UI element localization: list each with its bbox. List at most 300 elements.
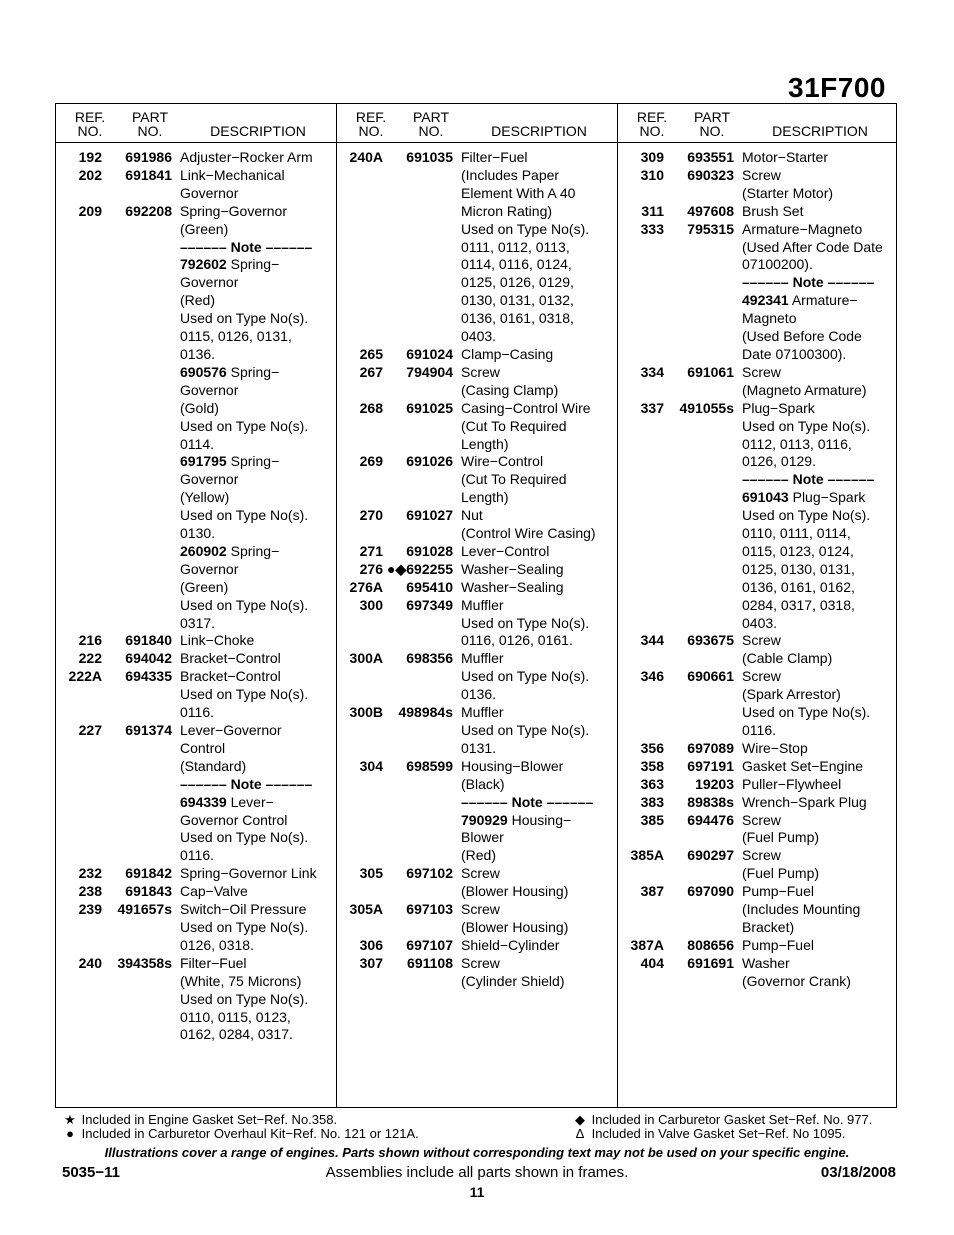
part-description xyxy=(180,632,336,650)
alternate-part-line: 790929 Housing− xyxy=(461,811,572,828)
description-line: Used on Type No(s). xyxy=(180,417,309,434)
parts-rows xyxy=(56,149,336,1044)
description-line: Casing−Control Wire xyxy=(461,399,591,416)
part-description xyxy=(180,668,336,722)
description-line: Muffler xyxy=(461,650,504,667)
description-line: Link−Mechanical xyxy=(180,166,285,183)
ref-number: 363 xyxy=(640,775,664,792)
description-line: Washer xyxy=(742,954,790,971)
part-description xyxy=(742,794,898,812)
part-description xyxy=(180,167,336,203)
description-line: Used on Type No(s). xyxy=(461,722,590,738)
description-line: Length) xyxy=(461,489,509,506)
description-line: Nut xyxy=(461,507,483,524)
part-number: 691027 xyxy=(406,507,453,524)
description-line: (Green) xyxy=(180,578,229,595)
table-row xyxy=(56,955,336,1045)
description-line: (Blower Housing) xyxy=(461,883,569,900)
part-description xyxy=(461,507,617,543)
part-description xyxy=(461,453,617,507)
table-row xyxy=(56,167,336,203)
parts-column-2 xyxy=(337,104,617,1107)
part-number: 697103 xyxy=(406,901,453,918)
description-line: Bracket) xyxy=(742,918,795,935)
ref-number: 310 xyxy=(640,166,664,183)
table-row xyxy=(618,167,898,203)
part-description xyxy=(742,812,898,848)
parts-column-3 xyxy=(618,104,898,1107)
description-line: 0126, 0318. xyxy=(180,936,254,953)
table-row xyxy=(337,561,617,579)
part-description xyxy=(461,758,617,865)
description-line: Link−Choke xyxy=(180,632,255,649)
part-description xyxy=(742,203,898,221)
description-line: Used on Type No(s). xyxy=(180,918,309,935)
description-line: Screw xyxy=(742,363,781,380)
description-line: Screw xyxy=(461,901,500,918)
description-line: Governor xyxy=(180,184,239,201)
ref-number: 227 xyxy=(78,722,102,738)
description-line: (Used After Code Date xyxy=(742,238,883,255)
description-line: (Cut To Required xyxy=(461,471,567,488)
part-number: 690323 xyxy=(687,166,734,183)
description-line: Spring−Governor Link xyxy=(180,865,317,882)
description-line: Governor Control xyxy=(180,811,288,828)
table-row xyxy=(618,632,898,668)
description-line: Brush Set xyxy=(742,202,804,219)
part-number: 491657s xyxy=(117,901,172,918)
part-description xyxy=(461,543,617,561)
part-description xyxy=(461,865,617,901)
description-line: Used on Type No(s). xyxy=(461,668,590,685)
description-line: Used on Type No(s). xyxy=(742,704,871,721)
description-line: Used on Type No(s). xyxy=(180,507,309,524)
note-divider: –––––– Note –––––– xyxy=(180,775,313,792)
part-description xyxy=(742,668,898,740)
ref-number: 306 xyxy=(359,936,383,953)
description-line: Used on Type No(s). xyxy=(461,614,590,631)
description-line: Governor xyxy=(180,274,239,291)
part-description xyxy=(180,149,336,167)
note-divider: –––––– Note –––––– xyxy=(180,238,313,255)
description-line: (Includes Mounting xyxy=(742,901,861,918)
part-description xyxy=(461,704,617,758)
ref-number: 358 xyxy=(640,757,664,774)
part-description xyxy=(461,650,617,704)
part-description xyxy=(461,364,617,400)
description-line: 0125, 0130, 0131, xyxy=(742,560,855,577)
ref-no-header: REF. NO. xyxy=(636,109,668,139)
part-description xyxy=(180,865,336,883)
description-line: Clamp−Casing xyxy=(461,345,554,362)
description-header: DESCRIPTION xyxy=(491,123,587,139)
alternate-part-line: 691795 Spring− xyxy=(180,453,280,470)
description-line: (Standard) xyxy=(180,757,247,774)
part-number: 394358s xyxy=(117,954,172,971)
description-line: Screw xyxy=(461,954,500,971)
part-number: 795315 xyxy=(687,220,734,237)
part-number: 694476 xyxy=(687,811,734,828)
part-number: 691025 xyxy=(406,399,453,416)
description-line: 0136, 0161, 0162, xyxy=(742,578,855,595)
part-description xyxy=(742,937,898,955)
legend-item-engine-gasket: ★ Included in Engine Gasket Set−Ref. No.358. xyxy=(62,1112,337,1127)
table-row xyxy=(618,758,898,776)
parts-rows xyxy=(618,149,898,991)
parts-column-1 xyxy=(56,104,336,1107)
ref-number: 240 xyxy=(78,954,102,971)
description-line: (Control Wire Casing) xyxy=(461,525,596,542)
description-line: 0130, 0131, 0132, xyxy=(461,292,574,309)
description-line: 0136. xyxy=(180,345,216,362)
part-number: 690661 xyxy=(687,668,734,685)
part-number: 692208 xyxy=(125,202,172,219)
part-description xyxy=(742,758,898,776)
description-line: Screw xyxy=(461,865,500,882)
description-line: (Magneto Armature) xyxy=(742,381,867,398)
part-description xyxy=(742,400,898,633)
part-description xyxy=(742,955,898,991)
part-description xyxy=(742,167,898,203)
ref-number: 265 xyxy=(359,345,383,362)
description-line: Date 07100300). xyxy=(742,345,847,362)
description-line: Armature−Magneto xyxy=(742,220,863,237)
alternate-part-line: 792602 Spring− xyxy=(180,256,280,273)
description-line: 0110, 0115, 0123, xyxy=(180,1008,291,1025)
description-line: 0317. xyxy=(180,614,216,631)
description-line: (Gold) xyxy=(180,399,219,416)
legend-item-carb-gasket: ◆ Included in Carburetor Gasket Set−Ref. No. 977. xyxy=(572,1112,872,1127)
ref-number: 232 xyxy=(78,865,102,882)
ref-number: 239 xyxy=(78,901,102,918)
part-description xyxy=(180,203,336,633)
part-number: 691035 xyxy=(406,149,453,165)
ref-number: 333 xyxy=(640,220,664,237)
description-line: Bracket−Control xyxy=(180,650,281,667)
part-number: 691026 xyxy=(406,453,453,470)
note-divider: –––––– Note –––––– xyxy=(742,471,875,488)
part-no-header: PART NO. xyxy=(693,109,731,139)
ref-number: 337 xyxy=(640,399,664,416)
part-number: 697191 xyxy=(687,757,734,774)
description-line: Wire−Stop xyxy=(742,739,808,756)
ref-number: 216 xyxy=(78,632,102,649)
part-description xyxy=(461,346,617,364)
part-number: 698356 xyxy=(406,650,453,667)
ref-number: 311 xyxy=(641,202,664,219)
ref-number: 385 xyxy=(640,811,664,828)
part-description xyxy=(180,901,336,955)
description-line: (Fuel Pump) xyxy=(742,865,820,882)
part-description xyxy=(461,955,617,991)
description-line: 0131. xyxy=(461,739,497,756)
ref-number: 307 xyxy=(359,954,383,971)
part-description xyxy=(180,722,336,865)
part-number: 694335 xyxy=(125,668,172,685)
parts-table xyxy=(55,103,897,1108)
part-number: 697090 xyxy=(687,883,734,900)
ref-number: 300B xyxy=(349,704,383,721)
part-number: 794904 xyxy=(406,363,453,380)
table-row xyxy=(337,955,617,991)
description-line: 0112, 0113, 0116, xyxy=(742,435,852,452)
description-line: (Blower Housing) xyxy=(461,918,569,935)
part-description xyxy=(461,561,617,579)
table-row xyxy=(337,901,617,937)
part-number: 690297 xyxy=(687,847,734,864)
description-line: (Used Before Code xyxy=(742,328,862,345)
legend-item-carb-overhaul: ● Included in Carburetor Overhaul Kit−Ref. No. 121 or 121A. xyxy=(62,1126,419,1141)
ref-number: 334 xyxy=(640,363,664,380)
alternate-part-line: 691043 Plug−Spark xyxy=(742,489,866,506)
part-number: 691986 xyxy=(125,149,172,165)
description-line: Used on Type No(s). xyxy=(461,220,590,237)
description-line: Governor xyxy=(180,471,239,488)
ref-number: 269 xyxy=(359,453,383,470)
description-line: Pump−Fuel xyxy=(742,936,814,953)
ref-number: 192 xyxy=(78,149,102,165)
ref-number: 385A xyxy=(630,847,664,864)
ref-number: 346 xyxy=(640,668,664,685)
ref-number: 240A xyxy=(349,149,383,165)
table-row xyxy=(337,579,617,597)
description-line: 0116. xyxy=(180,847,214,864)
description-line: Switch−Oil Pressure xyxy=(180,901,307,918)
part-number: 691840 xyxy=(125,632,172,649)
ref-number: 356 xyxy=(640,739,664,756)
table-row xyxy=(337,400,617,454)
table-row xyxy=(337,346,617,364)
ref-number: 305 xyxy=(359,865,383,882)
ref-number: 344 xyxy=(640,632,664,649)
table-row xyxy=(56,203,336,633)
description-line: 0111, 0112, 0113, xyxy=(461,238,570,255)
description-line: (Cable Clamp) xyxy=(742,650,833,667)
description-line: (Governor Crank) xyxy=(742,972,851,989)
description-line: (Yellow) xyxy=(180,489,230,506)
description-line: Pump−Fuel xyxy=(742,883,814,900)
part-number: 693551 xyxy=(687,149,734,165)
document-code: 5035−11 xyxy=(62,1164,120,1181)
table-row xyxy=(337,704,617,758)
ref-number: 300 xyxy=(359,596,383,613)
description-line: 0403. xyxy=(742,614,778,631)
delta-icon: ∆ xyxy=(576,1126,584,1141)
part-description xyxy=(461,149,617,346)
part-number: 693675 xyxy=(687,632,734,649)
ref-number: 304 xyxy=(359,757,383,774)
description-line: 0125, 0126, 0129, xyxy=(461,274,574,291)
description-line: (Red) xyxy=(461,847,497,864)
description-line: 0162, 0284, 0317. xyxy=(180,1026,293,1043)
description-line: Used on Type No(s). xyxy=(742,507,871,524)
table-row xyxy=(56,650,336,668)
description-line: Screw xyxy=(742,166,781,183)
description-line: (Black) xyxy=(461,775,505,792)
table-row xyxy=(56,901,336,955)
description-line: Adjuster−Rocker Arm xyxy=(180,149,313,165)
ref-number: 404 xyxy=(640,954,664,971)
table-row xyxy=(56,668,336,722)
table-row xyxy=(618,812,898,848)
part-description xyxy=(742,740,898,758)
description-line: (Spark Arrestor) xyxy=(742,686,841,703)
legend-item-valve-gasket: ∆ Included in Valve Gasket Set−Ref. No 1095. xyxy=(572,1126,845,1141)
table-row xyxy=(337,937,617,955)
part-number: 697107 xyxy=(406,936,453,953)
part-no-header: PART NO. xyxy=(412,109,450,139)
alternate-part-line: 492341 Armature− xyxy=(742,292,858,309)
description-line: Muffler xyxy=(461,704,504,721)
table-row xyxy=(618,203,898,221)
diamond-icon: ◆ xyxy=(575,1112,585,1127)
description-line: Governor xyxy=(180,560,239,577)
description-line: 07100200). xyxy=(742,256,813,273)
description-line: Plug−Spark xyxy=(742,399,815,416)
description-line: Shield−Cylinder xyxy=(461,936,560,953)
part-number: 19203 xyxy=(695,775,734,792)
part-number: 697349 xyxy=(406,596,453,613)
table-row xyxy=(337,650,617,704)
part-number: 695410 xyxy=(406,578,453,595)
part-description xyxy=(461,901,617,937)
description-line: Screw xyxy=(742,632,781,649)
description-line: Used on Type No(s). xyxy=(742,417,871,434)
description-line: Gasket Set−Engine xyxy=(742,757,864,774)
description-line: 0115, 0123, 0124, xyxy=(742,542,854,559)
description-header: DESCRIPTION xyxy=(772,123,868,139)
note-divider: –––––– Note –––––– xyxy=(742,274,875,291)
description-line: Muffler xyxy=(461,596,504,613)
ref-number: 209 xyxy=(78,202,102,219)
alternate-part-line: 690576 Spring− xyxy=(180,363,280,380)
description-line: Used on Type No(s). xyxy=(180,990,309,1007)
part-number: 691843 xyxy=(125,883,172,900)
description-line: (Fuel Pump) xyxy=(742,829,820,846)
part-number: 691024 xyxy=(406,345,453,362)
part-number: 491055s xyxy=(679,399,734,416)
part-description xyxy=(180,955,336,1045)
description-line: Lever−Control xyxy=(461,542,550,559)
ref-number: 276A xyxy=(349,578,383,595)
part-number: 698599 xyxy=(406,757,453,774)
table-row xyxy=(618,937,898,955)
star-icon: ★ xyxy=(64,1112,76,1127)
description-line: 0114. xyxy=(180,435,214,452)
description-line: (Red) xyxy=(180,292,216,309)
ref-number: 271 xyxy=(359,542,383,559)
description-line: 0126, 0129. xyxy=(742,453,816,470)
table-row xyxy=(618,740,898,758)
ref-number: 387A xyxy=(630,936,664,953)
table-row xyxy=(337,758,617,865)
part-number: 691108 xyxy=(407,954,453,971)
description-line: Housing−Blower xyxy=(461,757,564,774)
description-line: Lever−Governor xyxy=(180,722,282,738)
page-number: 11 xyxy=(469,1184,485,1200)
part-description xyxy=(180,650,336,668)
part-description xyxy=(461,579,617,597)
part-description xyxy=(180,883,336,901)
description-line: 0116. xyxy=(180,704,214,721)
table-row xyxy=(337,453,617,507)
description-line: 0136. xyxy=(461,686,497,703)
part-number: 697089 xyxy=(687,739,734,756)
note-divider: –––––– Note –––––– xyxy=(461,793,594,810)
description-line: Screw xyxy=(742,847,781,864)
table-row xyxy=(337,597,617,651)
part-description xyxy=(742,632,898,668)
table-row xyxy=(618,149,898,167)
description-line: Governor xyxy=(180,381,239,398)
parts-rows xyxy=(337,149,617,991)
ref-no-header: REF. NO. xyxy=(74,109,106,139)
ref-number: 383 xyxy=(640,793,664,810)
description-line: (White, 75 Microns) xyxy=(180,972,302,989)
table-row xyxy=(337,364,617,400)
part-number: 498984s xyxy=(398,704,453,721)
document-date: 03/18/2008 xyxy=(820,1164,896,1181)
description-line: Washer−Sealing xyxy=(461,560,564,577)
ref-number: 305A xyxy=(349,901,383,918)
description-line: Screw xyxy=(461,363,500,380)
description-line: Length) xyxy=(461,435,509,452)
part-description xyxy=(742,364,898,400)
part-description xyxy=(461,400,617,454)
description-line: (Includes Paper xyxy=(461,166,560,183)
description-line: Spring−Governor xyxy=(180,202,288,219)
ref-number: 276 xyxy=(359,560,383,577)
description-line: Cap−Valve xyxy=(180,883,248,900)
part-number: 694042 xyxy=(125,650,172,667)
ref-number: 222A xyxy=(68,668,102,685)
part-number: 697102 xyxy=(406,865,453,882)
alternate-part-line: 260902 Spring− xyxy=(180,542,280,559)
description-line: Filter−Fuel xyxy=(180,954,247,971)
part-description xyxy=(742,883,898,937)
description-line: Used on Type No(s). xyxy=(180,596,309,613)
table-row xyxy=(618,883,898,937)
description-line: Washer−Sealing xyxy=(461,578,564,595)
part-description xyxy=(742,221,898,364)
description-line: Used on Type No(s). xyxy=(180,829,309,846)
part-number: 89838s xyxy=(687,793,734,810)
table-row xyxy=(337,507,617,543)
table-row xyxy=(618,364,898,400)
description-line: Puller−Flywheel xyxy=(742,775,842,792)
part-number: 691374 xyxy=(125,722,172,738)
description-line: Wire−Control xyxy=(461,453,544,470)
table-row xyxy=(56,149,336,167)
table-row xyxy=(618,847,898,883)
table-row xyxy=(618,221,898,364)
description-line: Screw xyxy=(742,811,781,828)
table-row xyxy=(56,883,336,901)
description-line: Blower xyxy=(461,829,504,846)
description-line: Motor−Starter xyxy=(742,149,828,165)
table-row xyxy=(618,668,898,740)
part-description xyxy=(742,776,898,794)
description-header: DESCRIPTION xyxy=(210,123,306,139)
ref-number: 270 xyxy=(359,507,383,524)
description-line: (Cylinder Shield) xyxy=(461,972,565,989)
part-number: 691028 xyxy=(406,542,453,559)
table-row xyxy=(618,400,898,633)
part-number: ●◆692255 xyxy=(387,560,453,577)
ref-number: 268 xyxy=(359,399,383,416)
part-description xyxy=(461,597,617,651)
description-line: (Cut To Required xyxy=(461,417,567,434)
